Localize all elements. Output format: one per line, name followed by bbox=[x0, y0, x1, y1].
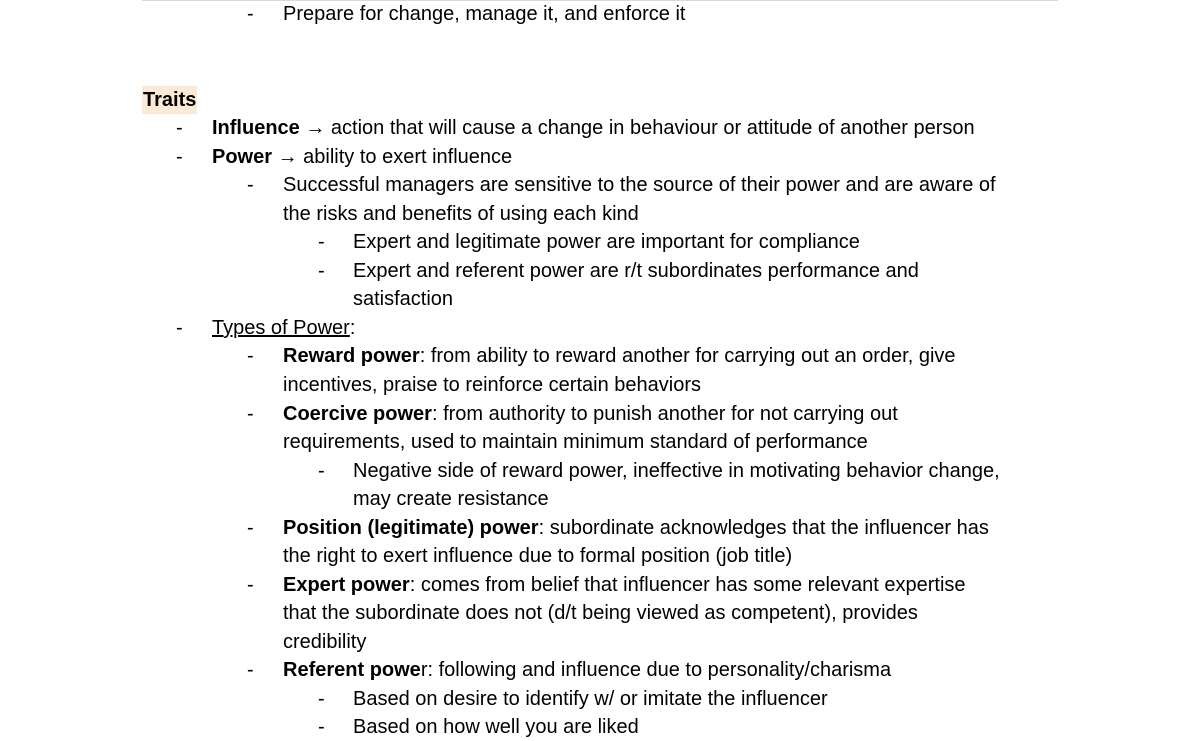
bullet-dash: - bbox=[176, 317, 183, 339]
definition-text: → action that will cause a change in behaviour or attitude of another person bbox=[299, 117, 975, 139]
definition-text: r: following and influence due to personality/charisma bbox=[420, 659, 892, 681]
bullet-dash: - bbox=[247, 3, 254, 25]
underlined-heading: Types of Power bbox=[212, 317, 350, 339]
list-item-text[interactable] bbox=[283, 0, 685, 28]
list-item-text-continued bbox=[283, 200, 639, 228]
term-bold: Coercive power bbox=[283, 403, 432, 425]
bullet-dash: - bbox=[318, 231, 325, 253]
definition-text: : subordinate acknowledges that the influencer has bbox=[538, 517, 989, 539]
term-bold: Position (legitimate) power bbox=[283, 517, 539, 539]
bullet-dash: - bbox=[318, 716, 325, 738]
list-item-text-continued bbox=[283, 599, 918, 627]
section-heading-traits: Traits bbox=[142, 86, 197, 114]
definition-text: → ability to exert influence bbox=[272, 146, 513, 168]
bullet-dash: - bbox=[247, 517, 254, 539]
bullet-dash: - bbox=[318, 260, 325, 282]
list-item-text[interactable] bbox=[353, 685, 828, 713]
definition-text: credibility bbox=[283, 631, 367, 653]
bullet-dash: - bbox=[247, 574, 254, 596]
list-item-text-content: Negative side of reward power, ineffective in motivating behavior change, bbox=[353, 460, 1000, 482]
list-item-text-content: Based on desire to identify w/ or imitate the influencer bbox=[353, 688, 828, 710]
list-item-text[interactable] bbox=[353, 228, 860, 256]
definition-text: : from ability to reward another for carrying out an order, give bbox=[419, 345, 956, 367]
term-bold: Influence bbox=[212, 117, 300, 139]
term-bold: Power bbox=[212, 146, 273, 168]
list-item-text-continued bbox=[283, 542, 792, 570]
list-item-text-content: Prepare for change, manage it, and enforce it bbox=[283, 3, 686, 25]
punctuation: : bbox=[349, 317, 356, 339]
definition-text: that the subordinate does not (d/t being viewed as competent), provides bbox=[283, 602, 918, 624]
bullet-dash: - bbox=[318, 460, 325, 482]
bullet-dash: - bbox=[318, 688, 325, 710]
definition-text: requirements, used to maintain minimum standard of performance bbox=[283, 431, 868, 453]
list-item-expert-power[interactable] bbox=[283, 571, 966, 599]
bullet-dash: - bbox=[247, 174, 254, 196]
list-item-text-continued bbox=[353, 485, 549, 513]
bullet-dash: - bbox=[247, 403, 254, 425]
term-bold: Expert power bbox=[283, 574, 410, 596]
list-item-text-continued bbox=[283, 428, 868, 456]
definition-text: the right to exert influence due to formal position (job title) bbox=[283, 545, 793, 567]
term-bold: Referent powe bbox=[283, 659, 421, 681]
list-item-text[interactable] bbox=[353, 257, 919, 285]
list-item-coercive-power[interactable] bbox=[283, 400, 898, 428]
list-item-text[interactable] bbox=[353, 457, 1000, 485]
definition-text: incentives, praise to reinforce certain behaviors bbox=[283, 374, 701, 396]
bullet-dash: - bbox=[247, 345, 254, 367]
list-item-text-content: Expert and referent power are r/t subordinates performance and bbox=[353, 260, 919, 282]
list-item-influence[interactable] bbox=[212, 114, 975, 142]
list-item-text-content: Based on how well you are liked bbox=[353, 716, 639, 738]
list-item-text-content: may create resistance bbox=[353, 488, 549, 510]
definition-text: : comes from belief that influencer has some relevant expertise bbox=[409, 574, 966, 596]
bullet-dash: - bbox=[247, 659, 254, 681]
list-item-text-content: Expert and legitimate power are important for compliance bbox=[353, 231, 860, 253]
list-item-referent-power[interactable] bbox=[283, 656, 891, 684]
list-item-power[interactable] bbox=[212, 143, 512, 171]
definition-text: : from authority to punish another for not carrying out bbox=[431, 403, 898, 425]
list-item-reward-power[interactable] bbox=[283, 342, 956, 370]
list-item-text-continued bbox=[283, 371, 701, 399]
list-item-position-power[interactable] bbox=[283, 514, 989, 542]
list-item-text-continued bbox=[283, 628, 366, 656]
list-item-text-content: Successful managers are sensitive to the source of their power and are aware of bbox=[283, 174, 996, 196]
list-item-text-content: the risks and benefits of using each kind bbox=[283, 203, 639, 225]
list-item-text[interactable] bbox=[353, 713, 639, 741]
list-item-text-continued bbox=[353, 285, 453, 313]
bullet-dash: - bbox=[176, 146, 183, 168]
list-item-text[interactable] bbox=[283, 171, 996, 199]
list-item-text-content: satisfaction bbox=[353, 288, 454, 310]
list-item-types-of-power[interactable] bbox=[212, 314, 355, 342]
bullet-dash: - bbox=[176, 117, 183, 139]
term-bold: Reward power bbox=[283, 345, 420, 367]
